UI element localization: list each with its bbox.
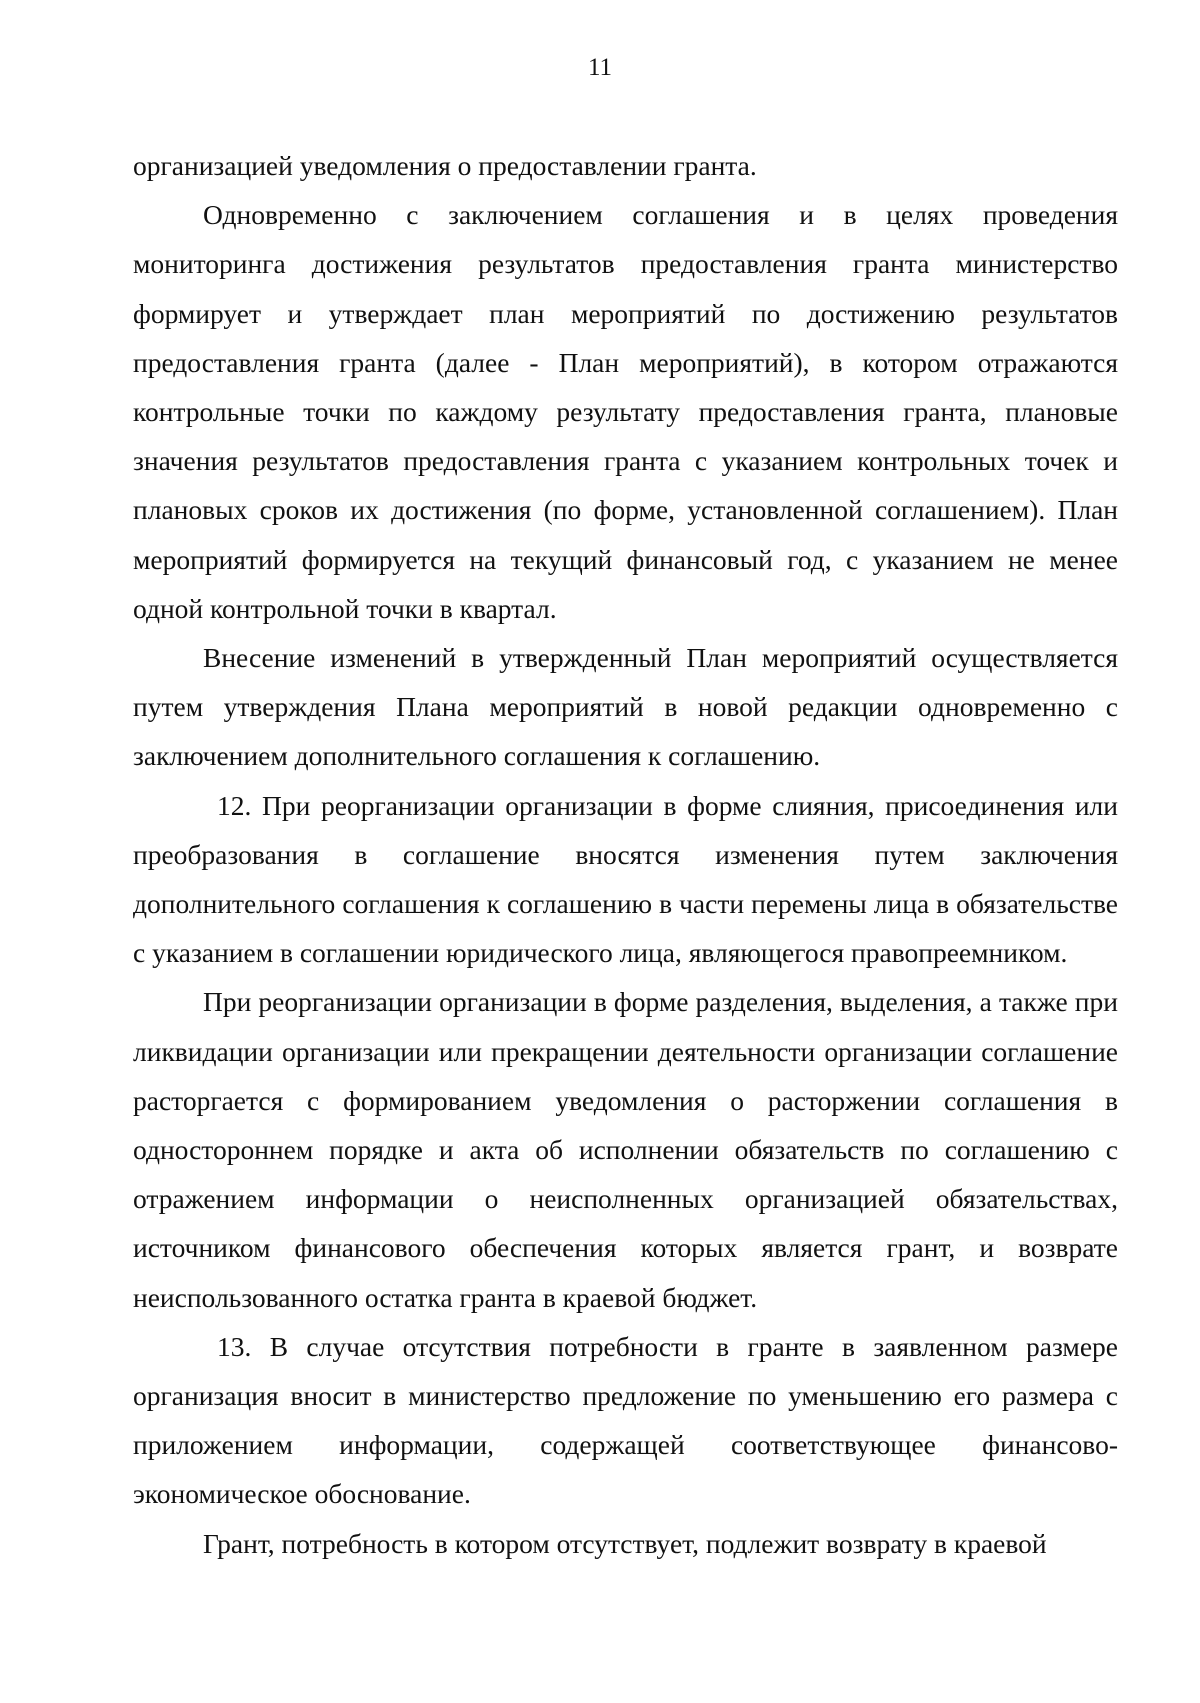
- paragraph-reorganization: При реорганизации организации в форме разделения, выделения, а также при ликвидации организации или прекращении деятельности организации соглашение расторгается с формированием уведомления о расторжении соглашения в одностороннем порядке и акта об исполнении обязательств по соглашению с отражением информации о неисполненных организацией обязательствах, источником финансового обеспечения которых является грант, и возврате неиспользованного остатка гранта в краевой бюджет.: [133, 986, 1118, 1313]
- paragraph-grant-return: Грант, потребность в котором отсутствует, подлежит возврату в краевой: [203, 1527, 1047, 1559]
- paragraph-item-12: 12. При реорганизации организации в форме слияния, присоединения или преобразования в соглашение вносятся изменения путем заключения дополнительного соглашения к соглашению в части перемены лица в обязательстве с указанием в соглашении юридического лица, являющегося правопреемником.: [133, 789, 1118, 969]
- document-body: [133, 141, 1118, 1568]
- page-number: 11: [587, 54, 613, 81]
- paragraph-plan-of-measures: Одновременно с заключением соглашения и в целях проведения мониторинга достижения результатов предоставления гранта министерство формирует и утверждает план мероприятий по достижению результатов предоставления гранта (далее - План мероприятий), в котором отражаются контрольные точки по каждому результату предоставления гранта, плановые значения результатов предоставления гранта с указанием контрольных точек и плановых сроков их достижения (по форме, установленной соглашением). План мероприятий формируется на текущий финансовый год, с указанием не менее одной контрольной точки в квартал.: [133, 199, 1118, 624]
- paragraph-plan-changes: Внесение изменений в утвержденный План мероприятий осуществляется путем утверждения Плана мероприятий в новой редакции одновременно с заключением дополнительного соглашения к соглашению.: [133, 642, 1118, 772]
- paragraph-continuation: организацией уведомления о предоставлении гранта.: [133, 150, 757, 181]
- paragraph-item-13: 13. В случае отсутствия потребности в гранте в заявленном размере организация вносит в министерство предложение по уменьшению его размера с приложением информации, содержащей соответствующее финансово-экономическое обоснование.: [133, 1330, 1118, 1510]
